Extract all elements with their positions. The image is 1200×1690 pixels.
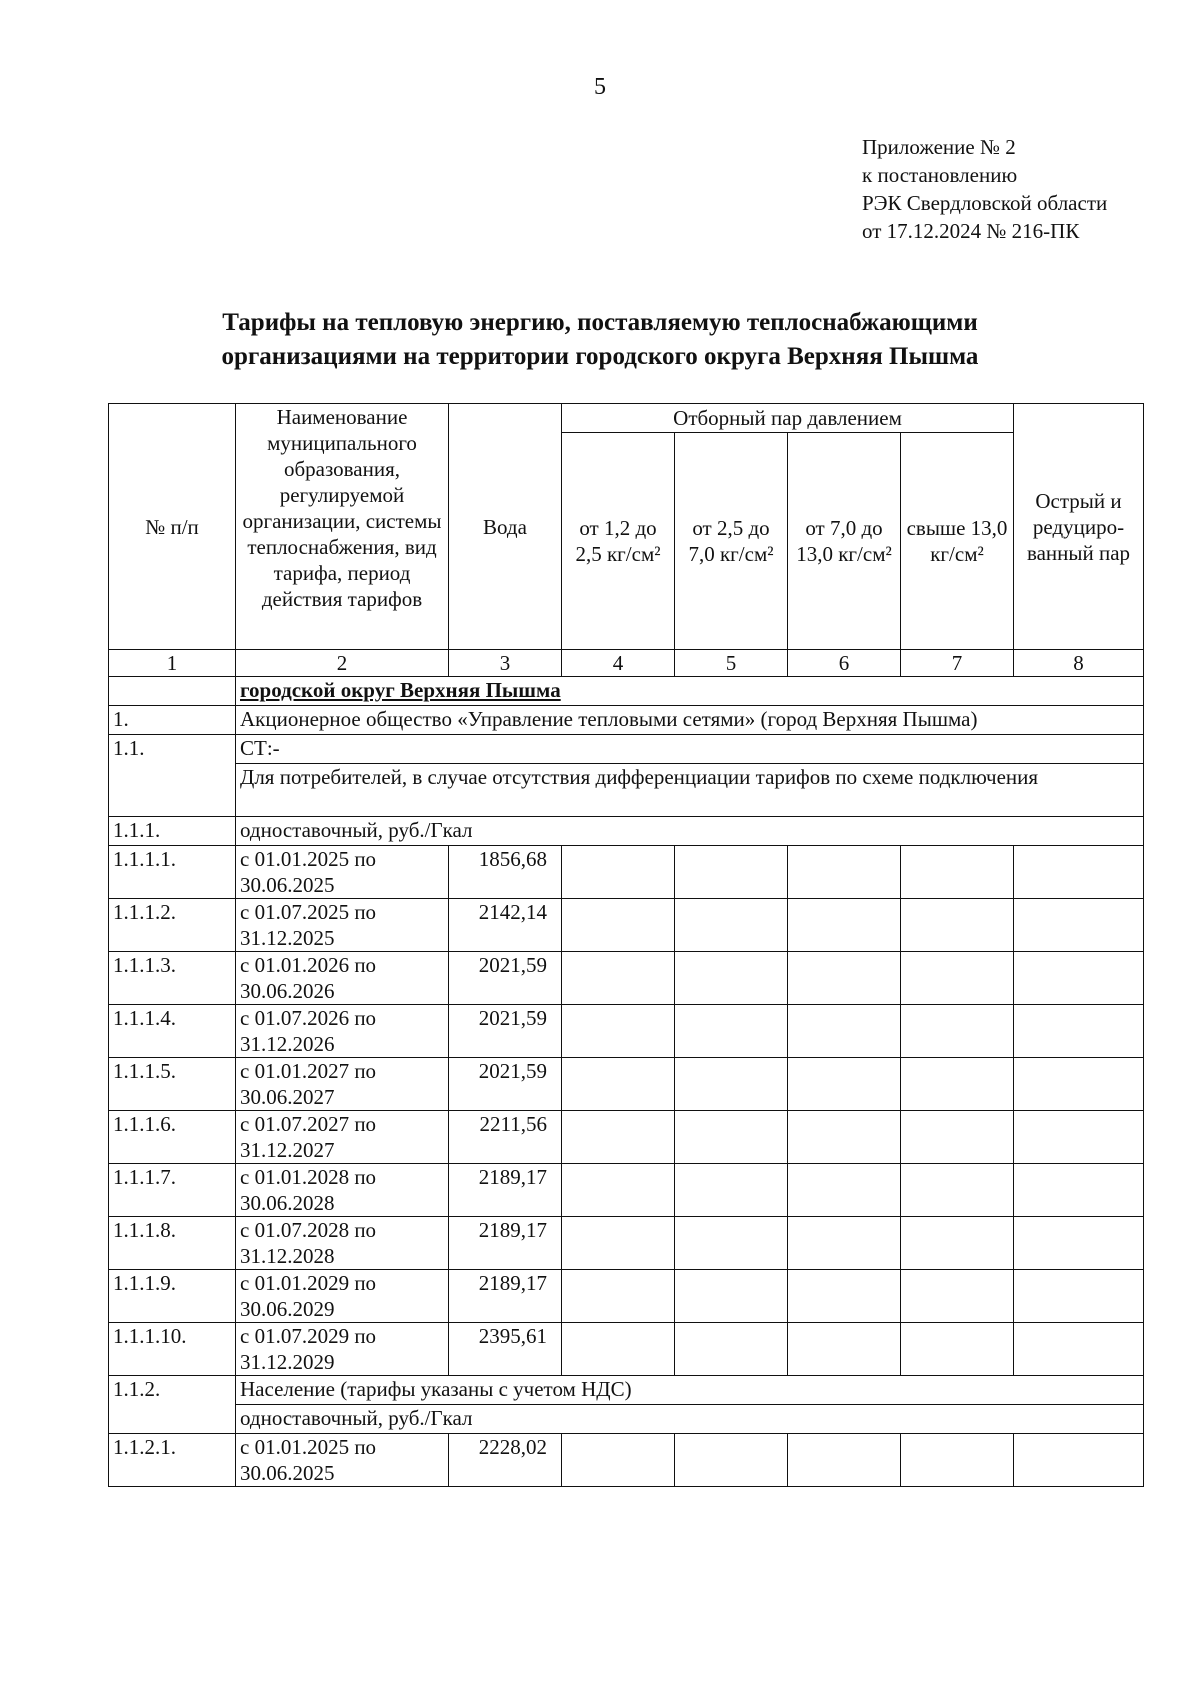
tariff-type: одноставочный, руб./Гкал [236, 1405, 1144, 1434]
empty-cell [901, 1164, 1014, 1217]
empty-cell [1014, 1005, 1144, 1058]
column-number: 1 [109, 650, 236, 677]
empty-cell [788, 1217, 901, 1270]
header-name: Наименование муниципального образования, регулируемой организации, системы теплоснабжения, вид тарифа, период действия тарифов [236, 404, 449, 650]
empty-cell [675, 1005, 788, 1058]
empty-cell [1014, 1323, 1144, 1376]
tariff-period: с 01.01.2029 по 30.06.2029 [236, 1270, 449, 1323]
population-group-row [109, 1376, 1144, 1405]
row-number: 1.1.1.6. [109, 1111, 236, 1164]
row-number: 1.1.1.1. [109, 846, 236, 899]
tariff-type-row [109, 1405, 1144, 1434]
empty-cell [901, 846, 1014, 899]
empty-cell [1014, 846, 1144, 899]
tariff-period: с 01.07.2027 по 31.12.2027 [236, 1111, 449, 1164]
organization-name: Акционерное общество «Управление тепловыми сетями» (город Верхняя Пышма) [236, 706, 1144, 735]
region-name: городской округ Верхняя Пышма [236, 677, 1144, 706]
empty-cell [562, 1323, 675, 1376]
column-number: 5 [675, 650, 788, 677]
empty-cell [788, 1434, 901, 1487]
tariff-type: одноставочный, руб./Гкал [236, 817, 1144, 846]
empty-cell [1014, 1217, 1144, 1270]
empty-cell [562, 952, 675, 1005]
tariff-period: с 01.01.2025 по 30.06.2025 [236, 846, 449, 899]
row-number: 1.1.1.4. [109, 1005, 236, 1058]
empty-cell [675, 899, 788, 952]
empty-cell [562, 899, 675, 952]
tariff-type-row [109, 817, 1144, 846]
empty-cell [901, 1217, 1014, 1270]
column-number: 4 [562, 650, 675, 677]
empty-cell [901, 1111, 1014, 1164]
empty-cell [675, 1323, 788, 1376]
empty-cell [562, 1434, 675, 1487]
water-tariff-value: 1856,68 [449, 846, 562, 899]
empty-cell [675, 1058, 788, 1111]
appendix-line: к постановлению [862, 163, 1018, 187]
column-number: 7 [901, 650, 1014, 677]
document-title [100, 306, 1100, 374]
empty-cell [675, 1111, 788, 1164]
row-number: 1. [109, 706, 236, 735]
water-tariff-value: 2211,56 [449, 1111, 562, 1164]
column-number: 6 [788, 650, 901, 677]
tariff-period: с 01.07.2025 по 31.12.2025 [236, 899, 449, 952]
empty-cell [562, 1058, 675, 1111]
consumers-note-row [109, 764, 1144, 817]
tariff-period: с 01.01.2025 по 30.06.2025 [236, 1434, 449, 1487]
system-row [109, 735, 1144, 764]
empty-cell [901, 1005, 1014, 1058]
empty-cell [901, 1323, 1014, 1376]
appendix-reference [862, 133, 1107, 245]
water-tariff-value: 2189,17 [449, 1270, 562, 1323]
water-tariff-value: 2021,59 [449, 1005, 562, 1058]
title-line: Тарифы на тепловую энергию, поставляемую теплоснабжающими [222, 309, 978, 336]
empty-cell [675, 1270, 788, 1323]
empty-cell [788, 952, 901, 1005]
water-tariff-value: 2395,61 [449, 1323, 562, 1376]
header-num: № п/п [109, 404, 236, 650]
header-sharp-steam: Острый и редуциро-ванный пар [1014, 404, 1144, 650]
row-number: 1.1.1.3. [109, 952, 236, 1005]
empty-cell [788, 899, 901, 952]
tariff-row [109, 1434, 1144, 1487]
empty-cell [901, 1058, 1014, 1111]
water-tariff-value: 2021,59 [449, 1058, 562, 1111]
page-number: 5 [594, 74, 606, 100]
water-tariff-value: 2142,14 [449, 899, 562, 952]
row-number: 1.1.1.7. [109, 1164, 236, 1217]
empty-cell [788, 1005, 901, 1058]
tariff-period: с 01.07.2029 по 31.12.2029 [236, 1323, 449, 1376]
system-name: СТ:- [236, 735, 1144, 764]
consumers-note: Для потребителей, в случае отсутствия дифференциации тарифов по схеме подключения [236, 764, 1144, 817]
empty-cell [675, 846, 788, 899]
tariff-row [109, 846, 1144, 899]
empty-cell [1014, 1058, 1144, 1111]
appendix-line: РЭК Свердловской области [862, 191, 1108, 215]
tariff-row [109, 1111, 1144, 1164]
row-number: 1.1.1. [109, 817, 236, 846]
empty-cell [562, 1164, 675, 1217]
tariff-period: с 01.01.2026 по 30.06.2026 [236, 952, 449, 1005]
empty-cell [675, 1217, 788, 1270]
empty-cell [788, 1111, 901, 1164]
tariff-period: с 01.01.2028 по 30.06.2028 [236, 1164, 449, 1217]
tariff-period: с 01.07.2026 по 31.12.2026 [236, 1005, 449, 1058]
header-water: Вода [449, 404, 562, 650]
tariff-period: с 01.01.2027 по 30.06.2027 [236, 1058, 449, 1111]
water-tariff-value: 2228,02 [449, 1434, 562, 1487]
row-number: 1.1.1.5. [109, 1058, 236, 1111]
tariff-row [109, 1323, 1144, 1376]
empty-cell [1014, 1434, 1144, 1487]
header-pressure-2: от 2,5 до 7,0 кг/см² [675, 433, 788, 650]
column-number: 8 [1014, 650, 1144, 677]
empty-cell [675, 1164, 788, 1217]
empty-cell [1014, 1111, 1144, 1164]
empty-cell [562, 1217, 675, 1270]
empty-cell [675, 1434, 788, 1487]
empty-cell [562, 846, 675, 899]
empty-cell [1014, 1164, 1144, 1217]
empty-cell [562, 1270, 675, 1323]
tariff-row [109, 1217, 1144, 1270]
tariff-row [109, 1058, 1144, 1111]
empty-cell [901, 1270, 1014, 1323]
row-number: 1.1.1.8. [109, 1217, 236, 1270]
row-number: 1.1.1.10. [109, 1323, 236, 1376]
title-line: организациями на территории городского округа Верхняя Пышма [221, 343, 979, 370]
region-row [109, 677, 1144, 706]
empty-cell [788, 846, 901, 899]
empty-cell [901, 899, 1014, 952]
empty-cell [901, 1434, 1014, 1487]
population-group-name: Население (тарифы указаны с учетом НДС) [236, 1376, 1144, 1405]
empty-cell [1014, 899, 1144, 952]
tariff-row [109, 1005, 1144, 1058]
empty-cell [788, 1058, 901, 1111]
row-number: 1.1.2.1. [109, 1434, 236, 1487]
tariff-row [109, 899, 1144, 952]
tariff-row [109, 1270, 1144, 1323]
water-tariff-value: 2189,17 [449, 1217, 562, 1270]
appendix-line: Приложение № 2 [862, 135, 1016, 159]
header-pressure-4: свыше 13,0 кг/см² [901, 433, 1014, 650]
header-steam-group: Отборный пар давлением [562, 404, 1014, 433]
water-tariff-value: 2021,59 [449, 952, 562, 1005]
row-number: 1.1.1.9. [109, 1270, 236, 1323]
empty-cell [675, 952, 788, 1005]
tariff-row [109, 1164, 1144, 1217]
tariff-row [109, 952, 1144, 1005]
column-number: 2 [236, 650, 449, 677]
empty-cell [788, 1164, 901, 1217]
empty-cell [1014, 1270, 1144, 1323]
tariff-table [108, 403, 1144, 1487]
row-number: 1.1. [109, 735, 236, 817]
organization-row [109, 706, 1144, 735]
row-number: 1.1.2. [109, 1376, 236, 1434]
row-number: 1.1.1.2. [109, 899, 236, 952]
empty-cell [788, 1323, 901, 1376]
appendix-line: от 17.12.2024 № 216-ПК [862, 219, 1080, 243]
empty-cell [562, 1005, 675, 1058]
header-pressure-3: от 7,0 до 13,0 кг/см² [788, 433, 901, 650]
water-tariff-value: 2189,17 [449, 1164, 562, 1217]
empty-cell [1014, 952, 1144, 1005]
empty-cell [788, 1270, 901, 1323]
tariff-period: с 01.07.2028 по 31.12.2028 [236, 1217, 449, 1270]
header-pressure-1: от 1,2 до 2,5 кг/см² [562, 433, 675, 650]
empty-cell [562, 1111, 675, 1164]
column-number: 3 [449, 650, 562, 677]
empty-cell [901, 952, 1014, 1005]
column-number-row [109, 650, 1144, 677]
